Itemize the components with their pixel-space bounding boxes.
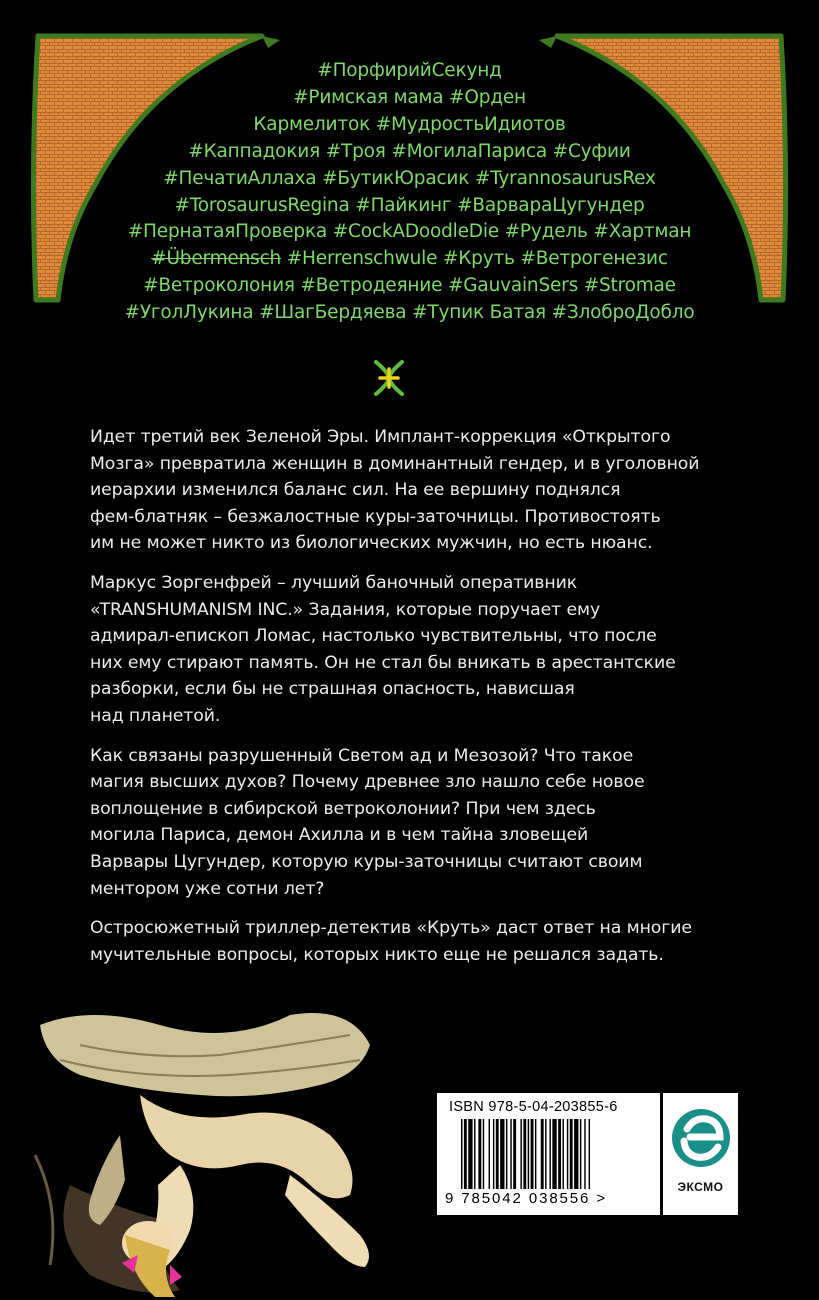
text-line: магия высших духов? Почему древнее зло нашло себе новое: [90, 772, 645, 793]
barcode-bar: [584, 1119, 585, 1189]
text-line: Остросюжетный триллер-детектив «Круть» даст ответ на многие: [90, 918, 692, 939]
text-line: «TRANSHUMANISM INC.» Задания, которые поручает ему: [90, 599, 601, 620]
barcode-bars: [461, 1119, 637, 1189]
hashtag-line: #Ветроколония #Ветродеяние #GauvainSers #Stromae: [143, 275, 676, 297]
barcode-bar: [520, 1119, 521, 1189]
hashtag-line: #УголЛукина #ШагБердяева #Тупик Батая #ЗлоброДобло: [124, 302, 695, 324]
book-description: [90, 424, 730, 981]
barcode-bar: [478, 1119, 481, 1189]
hashtag-line: #ПернатаяПроверка #CockADoodleDie #Рудель #Хартман: [127, 221, 692, 243]
text-line: Идет третий век Зеленой Эры. Имплант-коррекция «Открытого: [90, 427, 671, 447]
barcode-bar: [549, 1119, 550, 1189]
isbn-barcode: [437, 1093, 660, 1215]
text-line: Варвары Цугундер, которую куры-заточницы считают своим: [90, 851, 643, 872]
text-line: Маркус Зоргенфрей – лучший баночный оперативник: [90, 572, 578, 593]
text-line: воплощение в сибирской ветроколонии? При чем здесь: [90, 798, 596, 819]
barcode-bar: [496, 1119, 499, 1189]
hashtag-line: #Римская мама #Орден: [293, 86, 526, 108]
text-line: ментором уже сотни лет?: [90, 878, 325, 899]
text-line: адмирал-епископ Ломас, настолько чувствительны, что после: [90, 626, 657, 647]
publisher-name: ЭКСМО: [677, 1180, 724, 1194]
barcode-bar: [523, 1119, 526, 1189]
barcode-bar: [567, 1119, 568, 1189]
barcode-bar: [541, 1119, 544, 1189]
barcode-bar: [558, 1119, 561, 1189]
barcode-bar: [510, 1119, 511, 1189]
barcode-bar: [574, 1119, 578, 1189]
barcode-bar: [535, 1119, 536, 1189]
barcode-bar: [552, 1119, 556, 1189]
description-paragraph: [90, 743, 730, 903]
hashtag-line: #ПечатиАллаха #БутикЮрасик #TyrannosaurusRex: [163, 167, 656, 189]
barcode-bar: [493, 1119, 494, 1189]
hashtag-line: Кармелиток #МудростьИдиотов: [253, 113, 566, 135]
barcode-bar: [563, 1119, 564, 1189]
publisher-logo: [663, 1093, 738, 1215]
barcode-bar: [500, 1119, 504, 1189]
barcode-bar: [474, 1119, 475, 1189]
barcode-bar: [506, 1119, 507, 1189]
description-paragraph: [90, 424, 730, 557]
text-line: им не может никто из биологических мужчин, но есть нюанс.: [90, 533, 653, 554]
hashtag-line: [60, 246, 759, 273]
barcode-bar: [468, 1119, 472, 1189]
text-line: них ему стирают память. Он не стал бы вникать в арестантские: [90, 652, 676, 673]
barcode-bar: [461, 1119, 462, 1189]
barcode-bar: [489, 1119, 490, 1189]
text-line: над планетой.: [90, 705, 221, 726]
description-paragraph: [90, 570, 730, 730]
hashtag-line: #Каппадокия #Троя #МогилаПариса #Суфии: [188, 140, 631, 162]
art-nouveau-illustration: [30, 1005, 390, 1300]
barcode-bar: [545, 1119, 546, 1189]
green-yellow-ornament-icon: [368, 358, 410, 398]
text-line: фем-блатняк – безжалостные куры-заточницы. Противостоять: [90, 506, 661, 527]
eksmo-logo-icon: [670, 1107, 732, 1169]
hashtag-line: #TorosaurusRegina #Пайкинг #ВарвараЦугундер: [174, 194, 645, 216]
barcode-bar: [589, 1119, 590, 1189]
ean-digits: 9 785042 038556 >: [445, 1190, 608, 1207]
hashtag-line-rest: #Herrenschwule #Круть #Ветрогенезис: [281, 248, 668, 270]
text-line: Мозга» превратила женщин в доминантный гендер, и в уголовной: [90, 453, 700, 474]
barcode-bar: [464, 1119, 467, 1189]
text-line: мучительные вопросы, которых никто еще не решался задать.: [90, 944, 664, 965]
barcode-bar: [531, 1119, 534, 1189]
hashtag-block: [60, 58, 759, 327]
barcode-bar: [528, 1119, 529, 1189]
struck-hashtag: #Übermensch: [151, 248, 282, 270]
text-line: иерархии изменился баланс сил. На ее вершину поднялся: [90, 480, 621, 501]
text-line: Как связаны разрушенный Светом ад и Мезозой? Что такое: [90, 745, 634, 766]
barcode-bar: [483, 1119, 484, 1189]
isbn-label: ISBN 978-5-04-203855-6: [449, 1099, 618, 1115]
description-paragraph: [90, 915, 730, 968]
hashtag-line: #ПорфирийСекунд: [317, 60, 502, 81]
text-line: разборки, если бы не страшная опасность, нависшая: [90, 679, 575, 700]
barcode-bar: [580, 1119, 581, 1189]
text-line: могила Париса, демон Ахилла и в чем тайна зловещей: [90, 825, 589, 846]
barcode-bar: [513, 1119, 516, 1189]
barcode-bar: [570, 1119, 573, 1189]
